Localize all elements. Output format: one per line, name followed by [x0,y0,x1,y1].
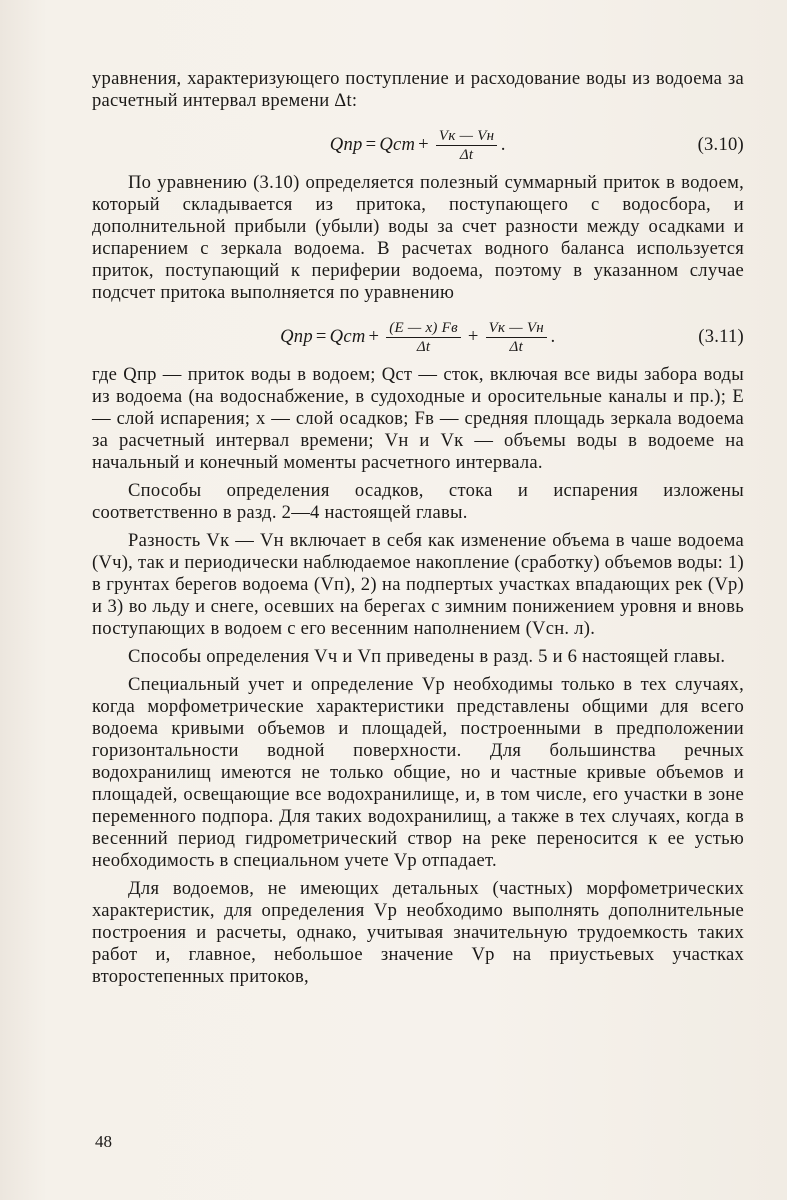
eq-3-10-tail: . [501,134,507,155]
eq-3-11-plus-1: + [368,326,380,347]
eq-3-10-lhs: Qпр [329,134,363,155]
eq-3-11-plus-2: + [467,326,479,347]
eq-3-11-denominator-2: Δt [509,338,524,355]
eq-3-10-equals: = [365,134,377,155]
eq-3-11-term1: Qст [329,326,366,347]
eq-3-10-term1: Qст [379,134,416,155]
paragraph-1: уравнения, характеризующего поступление и расходование воды из водоема за расчетный интервал времени Δt: [92,68,744,111]
eq-3-11-equals: = [315,326,327,347]
eq-3-11-numerator-2: Vк — Vн [486,319,547,338]
eq-3-10-plus: + [418,134,429,155]
paragraph-2: По уравнению (3.10) определяется полезный суммарный приток в водоем, который складывается из притока, поступающего с водосбора, и дополнительной прибыли (убыли) воды за счет разности между осадками и испарением с зеркала водоема. В расчетах водного баланса используется приток, поступающий к периферии водоема, поэтому в указанном случае подсчет притока выполняется по уравнению [92,172,744,303]
page-number: 48 [95,1132,112,1151]
eq-3-11-lhs: Qпр [280,326,313,347]
text-column [92,68,744,994]
equation-3-11 [92,310,744,364]
paragraph-8: Для водоемов, не имеющих детальных (частных) морфометрических характеристик, для определения Vр необходимо выполнять дополнительные построения и расчеты, однако, учитывая значительную трудоемкость таких работ и, главное, небольшое значение Vр на приустьевых участках второстепенных притоков, [92,878,744,987]
eq-3-11-fraction-2 [486,319,547,356]
paragraph-4: Способы определения осадков, стока и испарения изложены соответственно в разд. 2—4 настоящей главы. [92,480,744,523]
paragraph-7: Специальный учет и определение Vр необходимы только в тех случаях, когда морфометрические характеристики представлены общими для всего водоема кривыми объемов и площадей, построенными в предположении горизонтальности водной поверхности. Для большинства речных водохранилищ имеются не только общие, но и частные кривые объемов и площадей, освещающие все водохранилище, и, в том числе, его участки в зоне переменного подпора. Для таких водохранилищ, а также в тех случаях, когда в весенний период гидрометрический створ на реке переносится к ее устью необходимость в специальном учете Vр отпадает. [92,674,744,871]
paragraph-3: где Qпр — приток воды в водоем; Qст — сток, включая все виды забора воды из водоема (на водоснабжение, в судоходные и оросительные каналы и пр.); E — слой испарения; x — слой осадков; Fв — средняя площадь зеркала водоема за расчетный интервал времени; Vн и Vк — объемы воды в водоеме на начальный и конечный моменты расчетного интервала. [92,364,744,473]
eq-3-10-number: (3.10) [697,134,744,155]
paragraph-5: Разность Vк — Vн включает в себя как изменение объема в чаше водоема (Vч), так и периодически наблюдаемое накопление (сработку) объемов воды: 1) в грунтах берегов водоема (Vп), 2) на подпертых участках впадающих рек (Vр) и 3) во льду и снеге, осевших на берегах с зимним понижением уровня и вновь поступающих в водоем с его весенним наполнением (Vсн. л). [92,530,744,639]
eq-3-10-denominator: Δt [459,146,474,163]
eq-3-11-number: (3.11) [698,326,744,347]
paragraph-6: Способы определения Vч и Vп приведены в разд. 5 и 6 настоящей главы. [128,646,726,667]
eq-3-11-tail: . [550,326,556,347]
eq-3-10-numerator: Vк — Vн [436,127,497,146]
eq-3-11-numerator-1: (E — x) Fв [386,319,461,338]
equation-3-10 [92,118,744,172]
eq-3-11-denominator-1: Δt [416,338,431,355]
eq-3-11-fraction-1 [386,319,461,356]
eq-3-10-fraction [436,127,497,164]
